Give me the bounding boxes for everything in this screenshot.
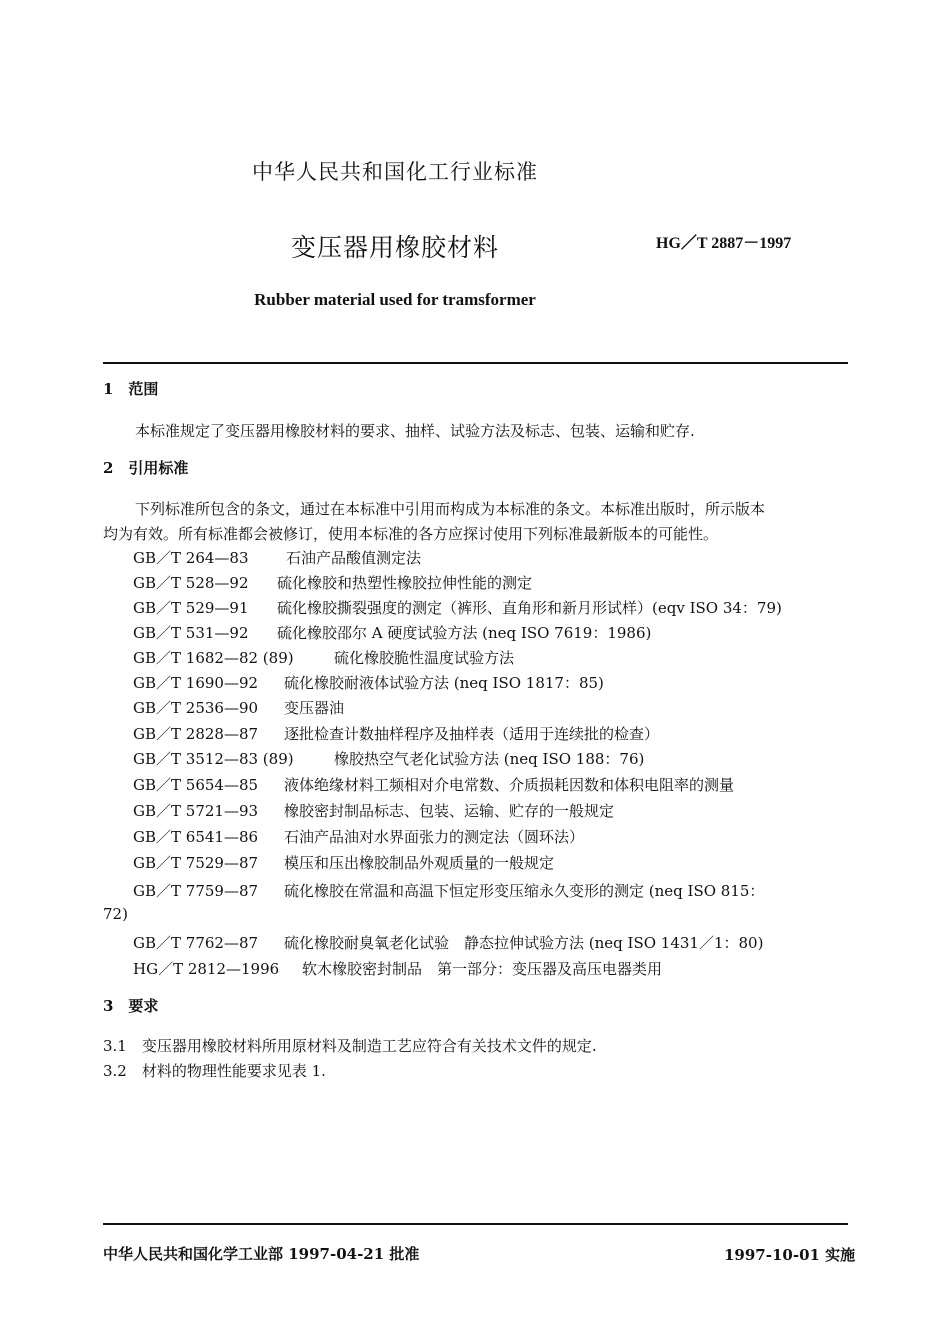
reference-code: GB／T 2828—87 (133, 725, 259, 743)
document-title: 变压器用橡胶材料 (290, 233, 499, 262)
reference-title: 石油产品酸值测定法 (286, 549, 422, 567)
reference-code: GB／T 5654—85 (133, 776, 259, 794)
reference-title: 橡胶热空气老化试验方法 (neq ISO 188：76) (334, 750, 645, 768)
reference-code: GB／T 2536—90 (133, 699, 259, 717)
section-3-heading: 3 要求 (103, 997, 159, 1015)
reference-code: HG／T 2812—1996 (133, 960, 280, 978)
standard-code: HG／T 2887－1997 (656, 235, 792, 252)
reference-code: GB／T 529—91 (133, 599, 249, 617)
reference-title: 硫化橡胶邵尔 A 硬度试验方法 (neq ISO 7619：1986) (277, 624, 652, 642)
section-1-body: 本标准规定了变压器用橡胶材料的要求、抽样、试验方法及标志、包装、运输和贮存. (135, 422, 695, 440)
reference-title: 逐批检查计数抽样程序及抽样表（适用于连续批的检查） (284, 725, 660, 743)
reference-title: 软木橡胶密封制品 第一部分：变压器及高压电器类用 (302, 960, 663, 978)
reference-code: GB／T 3512—83 (89) (133, 750, 294, 768)
industry-standard-label: 中华人民共和国化工行业标准 (252, 160, 538, 184)
reference-code: GB／T 531—92 (133, 624, 249, 642)
reference-title: 硫化橡胶撕裂强度的测定（裤形、直角形和新月形试样）(eqv ISO 34：79) (277, 599, 782, 617)
reference-code: GB／T 528—92 (133, 574, 249, 592)
effective-date: 1997-10-01 实施 (724, 1246, 856, 1264)
reference-code: GB／T 5721—93 (133, 802, 259, 820)
section-2-heading: 2 引用标准 (103, 459, 189, 477)
reference-title: 硫化橡胶和热塑性橡胶拉伸性能的测定 (277, 574, 533, 592)
reference-code: GB／T 7529—87 (133, 854, 259, 872)
reference-wrap-continuation: 72) (103, 905, 128, 923)
section-2-intro-line2: 均为有效。所有标准都会被修订，使用本标准的各方应探讨使用下列标准最新版本的可能性。 (103, 525, 719, 543)
reference-title: 硫化橡胶在常温和高温下恒定形变压缩永久变形的测定 (neq ISO 815： (284, 882, 765, 900)
reference-title: 硫化橡胶脆性温度试验方法 (334, 649, 515, 667)
footer-divider (103, 1223, 848, 1225)
approval-line: 中华人民共和国化学工业部 1997-04-21 批准 (103, 1245, 420, 1263)
reference-title: 模压和压出橡胶制品外观质量的一般规定 (284, 854, 555, 872)
reference-title: 液体绝缘材料工频相对介电常数、介质损耗因数和体积电阻率的测量 (284, 776, 735, 794)
section-2-intro-line1: 下列标准所包含的条文，通过在本标准中引用而构成为本标准的条文。本标准出版时，所示版本 (135, 500, 766, 518)
reference-code: GB／T 1682—82 (89) (133, 649, 294, 667)
reference-code: GB／T 264—83 (133, 549, 249, 567)
header-divider (103, 362, 848, 364)
section-3-clause-2: 3.2 材料的物理性能要求见表 1. (103, 1062, 326, 1080)
section-3-clause-1: 3.1 变压器用橡胶材料所用原材料及制造工艺应符合有关技术文件的规定. (103, 1037, 597, 1055)
reference-title: 橡胶密封制品标志、包装、运输、贮存的一般规定 (284, 802, 615, 820)
reference-code: GB／T 6541—86 (133, 828, 259, 846)
reference-code: GB／T 7762—87 (133, 934, 259, 952)
reference-title: 石油产品油对水界面张力的测定法（圆环法） (284, 828, 585, 846)
reference-title: 硫化橡胶耐臭氧老化试验 静态拉伸试验方法 (neq ISO 1431／1：80) (284, 934, 764, 952)
reference-title: 变压器油 (284, 699, 345, 717)
section-1-heading: 1 范围 (103, 380, 159, 398)
reference-code: GB／T 7759—87 (133, 882, 259, 900)
english-title: Rubber material used for tramsformer (254, 290, 536, 309)
reference-code: GB／T 1690—92 (133, 674, 259, 692)
reference-title: 硫化橡胶耐液体试验方法 (neq ISO 1817：85) (284, 674, 604, 692)
